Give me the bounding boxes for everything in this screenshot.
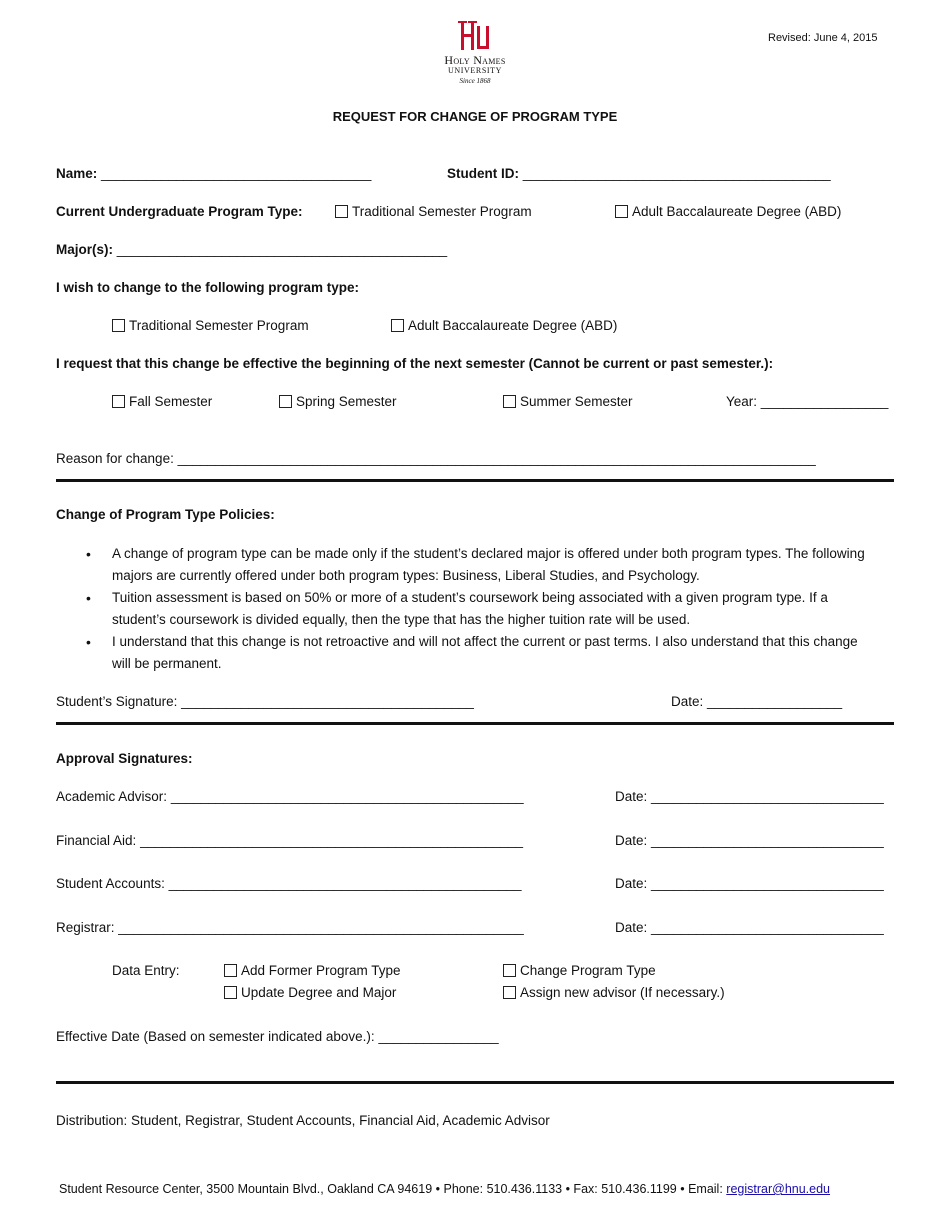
change-abd-checkbox[interactable] [391, 317, 617, 335]
section-divider [56, 1081, 894, 1084]
name-row [56, 165, 371, 183]
checkbox-box[interactable] [279, 395, 292, 408]
checkbox-box[interactable] [503, 986, 516, 999]
revised-date: Revised: June 4, 2015 [768, 32, 878, 44]
logo-line3: Since 1868 [459, 77, 491, 85]
approval-label: Registrar: [56, 920, 115, 935]
approval-row-financial-aid [56, 832, 523, 850]
form-title: REQUEST FOR CHANGE OF PROGRAM TYPE [332, 109, 618, 124]
hnu-monogram-icon [455, 20, 495, 54]
approval-row-registrar [56, 919, 524, 937]
advisor-date-field[interactable]: _______________________________ [651, 789, 884, 804]
date-label: Date: [615, 789, 648, 804]
distribution-text: Distribution: Student, Registrar, Student Accounts, Financial Aid, Academic Advisor [56, 1113, 550, 1128]
approval-heading: Approval Signatures: [56, 751, 193, 766]
approval-row-student-accounts [56, 875, 521, 893]
financial-aid-signature-field[interactable]: ___________________________________________________ [140, 833, 523, 848]
add-former-program-label: Add Former Program Type [241, 963, 401, 978]
logo-line1: Holy Names [444, 53, 506, 67]
effective-date-field[interactable]: ________________ [378, 1029, 499, 1044]
checkbox-box[interactable] [503, 395, 516, 408]
update-degree-label: Update Degree and Major [241, 985, 397, 1000]
date-label: Date: [615, 833, 648, 848]
checkbox-box[interactable] [112, 319, 125, 332]
student-date-label: Date: [671, 694, 704, 709]
change-traditional-label: Traditional Semester Program [129, 318, 309, 333]
current-abd-checkbox[interactable] [615, 203, 841, 221]
student-signature-label: Student’s Signature: [56, 694, 178, 709]
checkbox-box[interactable] [224, 964, 237, 977]
fall-semester-label: Fall Semester [129, 394, 213, 409]
footer-address: Student Resource Center, 3500 Mountain Blvd., Oakland CA 94619 • Phone: 510.436.1133 • Fax: 510.436.1199 • Email: [59, 1182, 727, 1196]
footer-contact [59, 1180, 830, 1198]
summer-semester-label: Summer Semester [520, 394, 633, 409]
checkbox-box[interactable] [391, 319, 404, 332]
section-divider [56, 479, 894, 482]
summer-semester-checkbox[interactable] [503, 393, 633, 411]
student-accounts-date-field[interactable]: _______________________________ [651, 876, 884, 891]
approval-label: Academic Advisor: [56, 789, 168, 804]
approval-date-advisor [615, 788, 884, 806]
registrar-email-link[interactable]: registrar@hnu.edu [726, 1182, 830, 1196]
approval-label: Student Accounts: [56, 876, 165, 891]
fall-semester-checkbox[interactable] [112, 393, 212, 411]
change-traditional-checkbox[interactable] [112, 317, 309, 335]
current-traditional-label: Traditional Semester Program [352, 204, 532, 219]
reason-label: Reason for change: [56, 451, 174, 466]
checkbox-box[interactable] [112, 395, 125, 408]
student-signature-row [56, 693, 474, 711]
registrar-signature-field[interactable]: ______________________________________________________ [118, 920, 524, 935]
date-label: Date: [615, 876, 648, 891]
policies-heading: Change of Program Type Policies: [56, 507, 275, 522]
checkbox-box[interactable] [335, 205, 348, 218]
checkbox-box[interactable] [503, 964, 516, 977]
policies-list [86, 543, 876, 675]
checkbox-box[interactable] [615, 205, 628, 218]
student-id-label: Student ID: [447, 166, 519, 181]
current-program-label: Current Undergraduate Program Type: [56, 204, 303, 219]
checkbox-box[interactable] [224, 986, 237, 999]
financial-aid-date-field[interactable]: _______________________________ [651, 833, 884, 848]
university-logo [425, 20, 525, 86]
student-id-row [447, 165, 831, 183]
student-accounts-signature-field[interactable]: _______________________________________________ [168, 876, 522, 891]
assign-advisor-label: Assign new advisor (If necessary.) [520, 985, 725, 1000]
student-date-field[interactable]: __________________ [707, 694, 843, 709]
major-row [56, 241, 447, 259]
current-traditional-checkbox[interactable] [335, 203, 532, 221]
major-label: Major(s): [56, 242, 113, 257]
approval-date-student-accounts [615, 875, 884, 893]
effective-date-row [56, 1028, 499, 1046]
approval-date-registrar [615, 919, 884, 937]
data-entry-label: Data Entry: [112, 963, 180, 978]
year-row [726, 393, 888, 411]
logo-line2: UNIVERSITY [448, 66, 502, 75]
policy-item: • Tuition assessment is based on 50% or more of a student’s coursework being associated with a given program type. If a student’s coursework is divided equally, then the type that has the higher tuition rate will be used. [86, 587, 876, 631]
student-date-row [671, 693, 842, 711]
student-id-field[interactable]: _________________________________________ [522, 166, 831, 181]
current-abd-label: Adult Baccalaureate Degree (ABD) [632, 204, 842, 219]
spring-semester-checkbox[interactable] [279, 393, 397, 411]
major-field[interactable]: ____________________________________________ [116, 242, 448, 257]
approval-row-advisor [56, 788, 524, 806]
assign-advisor-checkbox[interactable] [503, 984, 725, 1002]
section-divider [56, 722, 894, 725]
add-former-program-checkbox[interactable] [224, 962, 401, 980]
year-field[interactable]: _________________ [760, 394, 889, 409]
registrar-date-field[interactable]: _______________________________ [651, 920, 884, 935]
advisor-signature-field[interactable]: _______________________________________________ [170, 789, 524, 804]
effective-date-label: Effective Date (Based on semester indicated above.): [56, 1029, 375, 1044]
approval-date-financial-aid [615, 832, 884, 850]
reason-field[interactable]: _____________________________________________________________________________________ [177, 451, 816, 466]
effective-request-label: I request that this change be effective the beginning of the next semester (Cannot be current or past semester.): [56, 356, 774, 371]
change-abd-label: Adult Baccalaureate Degree (ABD) [408, 318, 618, 333]
change-program-type-checkbox[interactable] [503, 962, 656, 980]
date-label: Date: [615, 920, 648, 935]
spring-semester-label: Spring Semester [296, 394, 397, 409]
update-degree-checkbox[interactable] [224, 984, 396, 1002]
policy-item: • A change of program type can be made only if the student’s declared major is offered under both program types. The following majors are currently offered under both program types: Business, Liberal Studies, and Psychology. [86, 543, 876, 587]
year-label: Year: [726, 394, 758, 409]
reason-row [56, 450, 816, 468]
name-label: Name: [56, 166, 98, 181]
approval-label: Financial Aid: [56, 833, 137, 848]
change-program-type-label: Change Program Type [520, 963, 656, 978]
policy-item: • I understand that this change is not retroactive and will not affect the current or past terms. I also understand that this change will be permanent. [86, 631, 876, 675]
name-field[interactable]: ____________________________________ [101, 166, 372, 181]
student-signature-field[interactable]: _______________________________________ [181, 694, 474, 709]
change-to-label: I wish to change to the following program type: [56, 280, 360, 295]
